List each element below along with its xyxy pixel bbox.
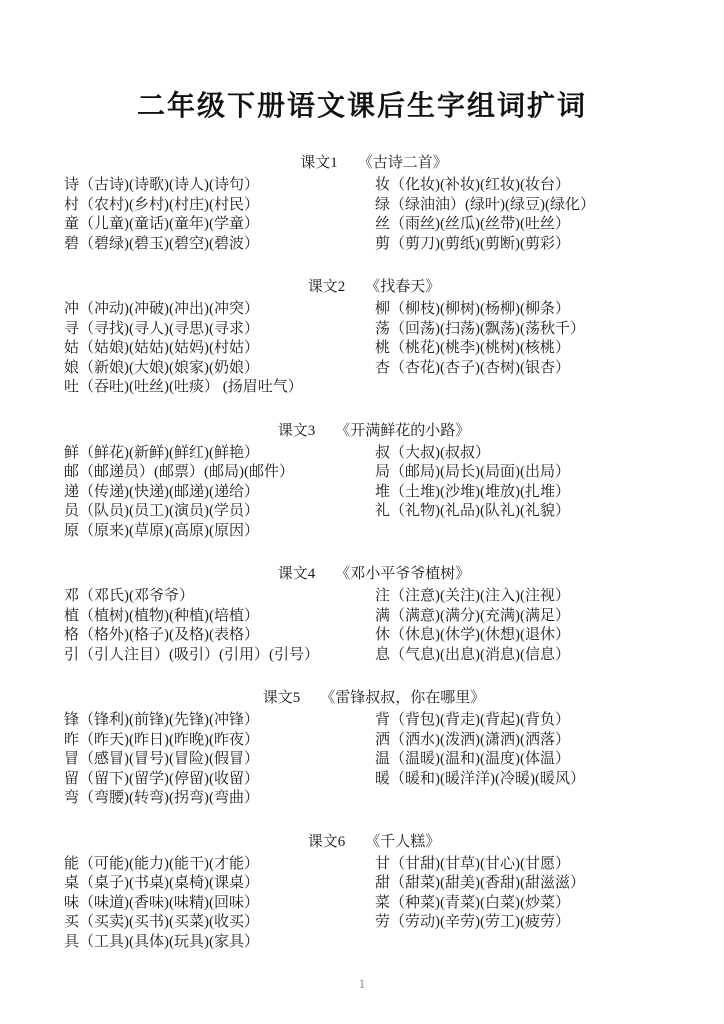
word-entry-left: 能（可能)(能力)(能干)(才能） (64, 855, 259, 872)
word-entry-right: 叔（大叔)(叔叔） (375, 444, 490, 461)
word-row (64, 483, 684, 503)
word-entry-left: 冲（冲动)(冲破)(冲出)(冲突） (64, 301, 259, 317)
section-header (64, 688, 684, 708)
word-entry-right: 绿（绿油油）(绿叶)(绿豆)(绿化） (375, 196, 595, 213)
lesson-book-title: 《开满鲜花的小路》 (335, 422, 471, 439)
word-entry-right: 甘（甘甜)(甘草)(甘心)(甘愿） (375, 855, 570, 872)
word-entry-right (375, 522, 684, 542)
section-header (64, 832, 684, 852)
word-entry-left: 锋（锋利)(前锋)(先锋)(冲锋） (64, 712, 259, 728)
word-entry-right (375, 933, 684, 953)
word-row (64, 894, 684, 914)
word-entry-right: 暖（暖和)(暖洋洋)(冷暖)(暖风） (375, 770, 585, 787)
section-header (64, 153, 684, 173)
word-row (64, 300, 684, 320)
lesson-section (64, 564, 684, 665)
lesson-book-title: 《千人糕》 (365, 833, 441, 850)
lesson-book-title: 《古诗二首》 (357, 155, 448, 171)
word-row (64, 502, 684, 522)
word-row (64, 770, 684, 790)
word-entry-left: 具（工具)(具体)(玩具)(家具） (64, 933, 259, 950)
lesson-number: 课文2 (307, 279, 346, 295)
word-entry-right: 荡（回荡)(扫荡)(飘荡)(荡秋千） (375, 320, 585, 337)
word-entry-left: 邓（邓氏)(邓爷爷） (64, 588, 194, 604)
word-entry-right: 礼（礼物)(礼品)(队礼)(礼貌） (375, 503, 570, 519)
word-row (64, 378, 684, 398)
lesson-number: 课文4 (277, 566, 316, 582)
lesson-book-title: 《邓小平爷爷植树》 (335, 566, 471, 582)
lesson-book-title: 《雷锋叔叔，你在哪里》 (320, 690, 486, 706)
word-entry-left: 留（留下)(留学)(停留)(收留） (64, 770, 259, 787)
word-entry-left: 邮（邮递员）(邮票）(邮局)(邮件） (64, 464, 294, 480)
word-entry-right: 劳（劳动)(辛劳)(劳工)(疲劳） (375, 914, 570, 930)
word-row (64, 463, 684, 483)
word-entry-right: 温（温暖)(温和)(温度)(体温） (375, 751, 570, 767)
lesson-number: 课文1 (300, 155, 338, 171)
word-entry-right: 柳（柳枝)(柳树)(杨柳)(柳条） (375, 301, 570, 317)
word-entry-right: 菜（种菜)(青菜)(白菜)(炒菜） (375, 894, 570, 911)
lesson-number: 课文6 (307, 833, 346, 850)
word-entry-right: 桃（桃花)(桃李)(桃树)(核桃） (375, 340, 570, 356)
lesson-section (64, 153, 684, 254)
word-entry-left: 娘（新娘)(大娘)(娘家)(奶娘） (64, 359, 259, 376)
word-entry-right: 洒（洒水)(泼洒)(潇洒)(洒落） (375, 731, 570, 748)
section-header (64, 564, 684, 584)
word-entry-left: 鲜（鲜花)(新鲜)(鲜红)(鲜艳） (64, 444, 259, 461)
word-entry-right: 甜（甜菜)(甜美)(香甜)(甜滋滋） (375, 875, 585, 891)
word-row (64, 711, 684, 731)
lesson-section (64, 421, 684, 542)
lesson-number: 课文5 (262, 690, 301, 706)
word-entry-left: 原（原来)(草原)(高原)(原因） (64, 522, 259, 539)
lesson-section (64, 277, 684, 398)
word-row (64, 215, 684, 235)
word-row (64, 855, 684, 875)
word-row (64, 444, 684, 464)
word-entry-left: 植（植树)(植物)(种植)(培植） (64, 607, 259, 624)
word-entry-left: 童（儿童)(童话)(童年)(学童） (64, 216, 259, 232)
word-entry-left: 员（队员)(员工)(演员)(学员） (64, 503, 259, 519)
word-entry-right: 休（休息)(休学)(休想)(退休） (375, 627, 570, 643)
word-row (64, 339, 684, 359)
word-entry-left: 村（农村)(乡村)(村庄)(村民） (64, 196, 259, 213)
word-entry-left: 格（格外)(格子)(及格)(表格） (64, 627, 259, 643)
word-entry-left: 弯（弯腰)(转弯)(拐弯)(弯曲） (64, 790, 259, 806)
word-row (64, 359, 684, 379)
word-entry-right: 注（注意)(关注)(注入)(注视） (375, 588, 570, 604)
word-entry-left: 买（买卖)(买书)(买菜)(收买） (64, 914, 259, 930)
word-entry-right: 背（背包)(背走)(背起)(背负） (375, 712, 570, 728)
word-entry-left: 味（味道)(香味)(味精)(回味） (64, 894, 259, 911)
word-entry-right: 剪（剪刀)(剪纸)(剪断)(剪彩） (375, 235, 570, 252)
word-entry-left: 诗（古诗)(诗歌)(诗人)(诗句） (64, 177, 259, 193)
word-entry-left: 姑（姑娘)(姑姑)(姑妈)(村姑） (64, 340, 259, 356)
word-row (64, 789, 684, 809)
word-entry-left: 引（引人注目）(吸引）(引用）(引号） (64, 646, 319, 663)
word-entry-right: 堆（土堆)(沙堆)(堆放)(扎堆） (375, 483, 570, 500)
word-row (64, 607, 684, 627)
page-number: 1 (358, 976, 366, 991)
word-row (64, 933, 684, 953)
word-entry-right (375, 378, 684, 398)
word-row (64, 522, 684, 542)
lesson-section (64, 688, 684, 809)
word-row (64, 731, 684, 751)
word-entry-left: 碧（碧绿)(碧玉)(碧空)(碧波） (64, 235, 259, 252)
word-entry-right: 妆（化妆)(补妆)(红妆)(妆台） (375, 177, 570, 193)
lesson-book-title: 《找春天》 (365, 279, 441, 295)
sections-container (0, 124, 724, 952)
word-row (64, 320, 684, 340)
word-entry-right: 杏（杏花)(杏子)(杏树)(银杏） (375, 359, 570, 376)
lesson-section (64, 832, 684, 953)
word-entry-left: 吐（吞吐)(吐丝)(吐痰） (扬眉吐气） (64, 379, 303, 395)
word-entry-right: 丝（雨丝)(丝瓜)(丝带)(吐丝） (375, 216, 570, 232)
word-row (64, 176, 684, 196)
section-header (64, 421, 684, 441)
word-row (64, 750, 684, 770)
word-entry-left: 递（传递)(快递)(邮递)(递给） (64, 483, 259, 500)
document-title: 二年级下册语文课后生字组词扩词 (136, 91, 587, 122)
word-entry-right: 满（满意)(满分)(充满)(满足） (375, 607, 570, 624)
word-entry-left: 桌（桌子)(书桌)(桌椅)(课桌） (64, 875, 259, 891)
word-entry-right (375, 789, 684, 809)
word-row (64, 587, 684, 607)
word-row (64, 235, 684, 255)
section-header (64, 277, 684, 297)
word-row (64, 646, 684, 666)
lesson-number: 课文3 (277, 422, 316, 439)
word-row (64, 626, 684, 646)
word-entry-left: 寻（寻找)(寻人)(寻思)(寻求） (64, 320, 259, 337)
word-row (64, 874, 684, 894)
word-entry-left: 冒（感冒)(冒号)(冒险)(假冒） (64, 751, 259, 767)
word-entry-left: 昨（昨天)(昨日)(昨晚)(昨夜） (64, 731, 259, 748)
word-row (64, 196, 684, 216)
word-entry-right: 局（邮局)(局长)(局面)(出局） (375, 464, 570, 480)
word-entry-right: 息（气息)(出息)(消息)(信息） (375, 646, 570, 663)
word-row (64, 913, 684, 933)
